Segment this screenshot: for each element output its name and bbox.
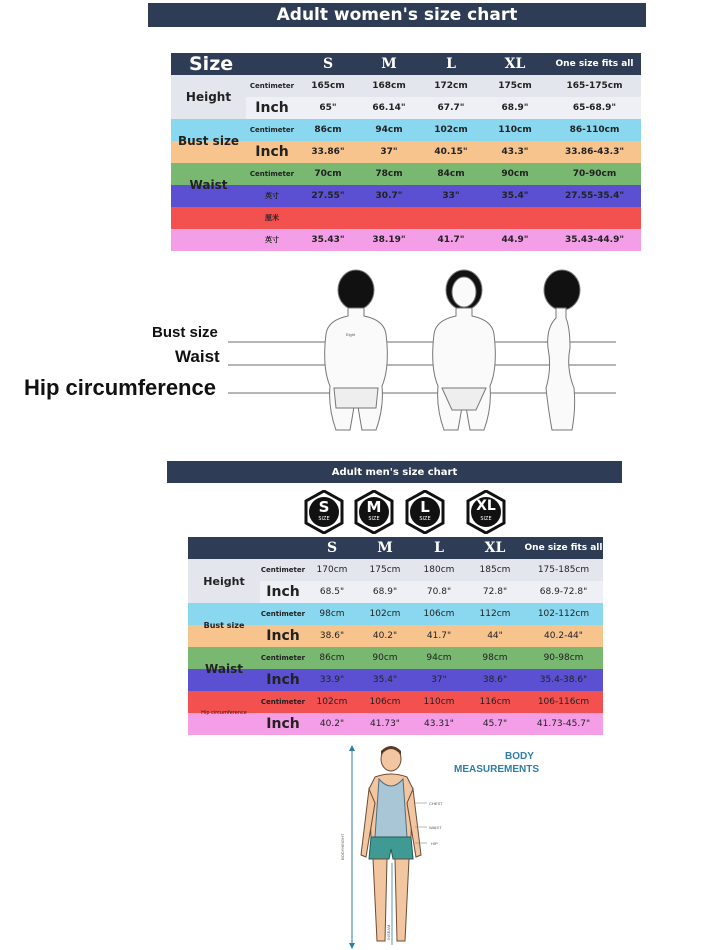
table-cell: 94cm [426, 653, 452, 663]
hip-label [171, 207, 246, 251]
unit-label: Inch [266, 672, 300, 688]
unit-label: Centimeter [249, 126, 295, 134]
table-cell: 86cm [314, 125, 342, 135]
table-row [188, 603, 603, 625]
table-cell: 102-112cm [537, 609, 590, 619]
size-xl-badge-letter: XL [476, 498, 496, 514]
table-cell: 35.4" [501, 191, 529, 201]
size-s-header: S [306, 537, 358, 559]
table-cell: 37" [380, 147, 398, 157]
unit-label: Centimeter [260, 566, 306, 574]
table-cell: 106-116cm [537, 697, 590, 707]
chest-label: CHEST [429, 801, 443, 806]
man-body-figure [335, 745, 455, 950]
table-cell: 38.19" [372, 235, 406, 245]
inseam-label: INSEAM [386, 924, 391, 940]
table-row [188, 691, 603, 713]
hip-label: Hip circumference [188, 691, 260, 735]
table-cell: 175cm [498, 81, 532, 91]
men-size-table [188, 537, 603, 735]
table-cell: 185cm [479, 565, 511, 575]
height-label: Height [171, 75, 246, 119]
size-s-badge-letter: S [318, 498, 330, 516]
size-header-blank [188, 537, 306, 559]
men-size-chart-title: Adult men's size chart [167, 461, 622, 483]
one-size-header: One size fits all [524, 537, 603, 559]
size-xl-header: XL [466, 537, 524, 559]
bust-label: Bust size [188, 603, 260, 647]
table-row [188, 647, 603, 669]
size-m-badge-sub: SIZE [368, 516, 380, 522]
table-cell: 35.43-44.9" [564, 235, 625, 245]
table-cell: 106cm [369, 697, 401, 707]
unit-label: Centimeter [260, 698, 306, 706]
table-cell: 68.9-72.8" [539, 587, 588, 597]
unit-label: 英寸 [265, 192, 279, 200]
table-cell: 175-185cm [537, 565, 590, 575]
table-cell: 33.86-43.3" [564, 147, 625, 157]
size-l-header: L [420, 53, 482, 75]
table-cell [358, 207, 420, 229]
table-cell: 110cm [423, 697, 455, 707]
unit-label: Centimeter [249, 170, 295, 178]
table-cell: 38.6" [482, 675, 508, 685]
table-cell: 70cm [314, 169, 342, 179]
unit-label: Inch [266, 628, 300, 644]
table-header-row [171, 53, 641, 75]
table-cell: 45.7" [482, 719, 508, 729]
unit-label: Inch [266, 716, 300, 732]
table-cell: 65" [319, 103, 337, 113]
table-cell: 180cm [423, 565, 455, 575]
table-cell: 168cm [372, 81, 406, 91]
women-size-table [171, 53, 641, 251]
waist-measure-label: WAIST [429, 825, 442, 830]
women-body-figures [300, 268, 630, 438]
bodyheight-label: BODYHEIGHT [340, 833, 345, 860]
table-cell: 33" [442, 191, 460, 201]
table-cell: 68.5" [319, 587, 345, 597]
table-cell: 112cm [479, 609, 511, 619]
woman-front-figure [433, 270, 496, 430]
unit-label: 英寸 [265, 236, 279, 244]
table-cell: 72.8" [482, 587, 508, 597]
height-label: Height [188, 559, 260, 603]
table-cell: 90-98cm [543, 653, 584, 663]
size-s-badge-sub: SIZE [318, 516, 330, 522]
table-cell: 116cm [479, 697, 511, 707]
table-cell: 70-90cm [572, 169, 617, 179]
table-cell: 27.55" [311, 191, 345, 201]
women-size-chart-title: Adult women's size chart [148, 3, 646, 27]
size-m-badge [352, 490, 396, 534]
table-cell: 70.8" [426, 587, 452, 597]
tiny-figure-label: Eight [346, 332, 356, 337]
table-cell: 33.9" [319, 675, 345, 685]
table-cell: 84cm [437, 169, 465, 179]
table-cell: 43.31" [424, 719, 454, 729]
table-cell: 41.73" [370, 719, 400, 729]
table-cell: 41.7" [437, 235, 465, 245]
unit-label: Centimeter [260, 610, 306, 618]
table-cell: 30.7" [375, 191, 403, 201]
table-cell: 68.9" [372, 587, 398, 597]
waist-label: Waist [171, 163, 246, 207]
hip-measure-label: HIP [431, 841, 438, 846]
woman-side-figure [544, 270, 580, 430]
table-row [188, 559, 603, 581]
table-cell: 43.3" [501, 147, 529, 157]
body-measurements-title-2: MEASUREMENTS [454, 764, 540, 775]
size-s-badge [302, 490, 346, 534]
size-xl-badge-sub: SIZE [480, 516, 492, 522]
unit-label: Inch [255, 144, 289, 160]
table-cell: 98cm [319, 609, 345, 619]
table-cell: 86-110cm [569, 125, 620, 135]
unit-label: 厘米 [265, 214, 279, 222]
table-cell [420, 207, 482, 229]
unit-label: Centimeter [249, 82, 295, 90]
table-cell: 90cm [501, 169, 529, 179]
bust-size-label: Bust size [152, 324, 218, 341]
waist-label: Waist [175, 347, 220, 366]
hip-circumference-label: Hip circumference [24, 375, 216, 400]
table-cell: 110cm [498, 125, 532, 135]
table-cell: 86cm [319, 653, 345, 663]
size-l-header: L [412, 537, 466, 559]
size-m-header: M [358, 53, 420, 75]
table-cell: 94cm [375, 125, 403, 135]
table-header-row [188, 537, 603, 559]
table-cell [482, 207, 548, 229]
table-cell: 35.4" [372, 675, 398, 685]
table-cell: 102cm [434, 125, 468, 135]
table-cell: 44" [487, 631, 503, 641]
table-cell: 165cm [311, 81, 345, 91]
unit-label: Centimeter [260, 654, 306, 662]
unit-label: Inch [266, 584, 300, 600]
size-l-badge-letter: L [420, 498, 430, 516]
table-row [171, 207, 641, 229]
table-cell: 65-68.9" [572, 103, 617, 113]
table-cell [298, 207, 358, 229]
table-row [171, 119, 641, 141]
table-cell: 41.7" [426, 631, 452, 641]
size-xl-badge [464, 490, 508, 534]
one-size-header: One size fits all [548, 53, 641, 75]
size-l-badge-sub: SIZE [419, 516, 431, 522]
table-cell: 102cm [369, 609, 401, 619]
table-cell: 170cm [316, 565, 348, 575]
table-cell: 44.9" [501, 235, 529, 245]
waist-label: Waist [188, 647, 260, 691]
table-cell: 40.2" [319, 719, 345, 729]
table-row [171, 163, 641, 185]
table-cell: 78cm [375, 169, 403, 179]
table-cell: 40.2-44" [544, 631, 583, 641]
table-cell: 41.73-45.7" [536, 719, 591, 729]
table-cell: 38.6" [319, 631, 345, 641]
size-header: Size [171, 53, 298, 75]
table-cell: 67.7" [437, 103, 465, 113]
table-cell: 102cm [316, 697, 348, 707]
size-l-badge [403, 490, 447, 534]
size-m-badge-letter: M [366, 498, 382, 516]
table-cell: 172cm [434, 81, 468, 91]
body-measurements-title-1: BODY [505, 751, 534, 762]
woman-back-figure [325, 270, 388, 430]
table-cell: 98cm [482, 653, 508, 663]
table-cell [548, 207, 641, 229]
table-cell: 90cm [372, 653, 398, 663]
size-s-header: S [298, 53, 358, 75]
table-cell: 33.86" [311, 147, 345, 157]
table-cell: 66.14" [372, 103, 406, 113]
table-cell: 27.55-35.4" [564, 191, 625, 201]
table-cell: 106cm [423, 609, 455, 619]
table-cell: 37" [431, 675, 447, 685]
table-cell: 35.4-38.6" [539, 675, 588, 685]
bust-label: Bust size [171, 119, 246, 163]
table-cell: 165-175cm [566, 81, 623, 91]
size-xl-header: XL [482, 53, 548, 75]
table-cell: 40.2" [372, 631, 398, 641]
table-cell: 40.15" [434, 147, 468, 157]
table-cell: 35.43" [311, 235, 345, 245]
unit-label: Inch [255, 100, 289, 116]
size-m-header: M [358, 537, 412, 559]
table-cell: 175cm [369, 565, 401, 575]
table-row [171, 75, 641, 97]
table-cell: 68.9" [501, 103, 529, 113]
